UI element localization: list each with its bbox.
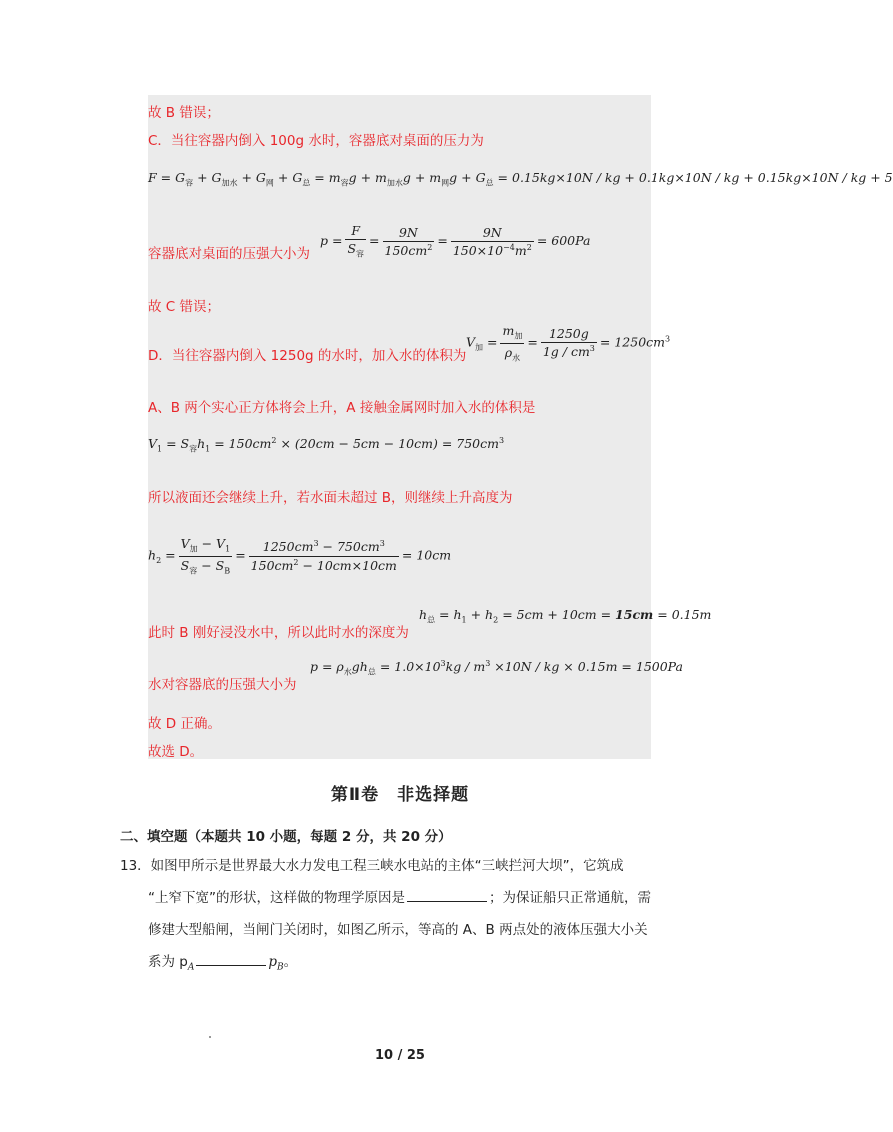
q13-sub-a: A bbox=[187, 962, 195, 973]
stray-dot bbox=[209, 1036, 211, 1038]
c-pressure-label: 容器底对桌面的压强大小为 bbox=[148, 246, 310, 262]
d-depth-label: 此时 B 刚好浸没水中，所以此时水的深度为 bbox=[148, 625, 409, 641]
q13-end: 。 bbox=[283, 954, 298, 970]
section-title-right: 非选择题 bbox=[397, 785, 470, 805]
q13-blank-1[interactable] bbox=[407, 889, 487, 902]
d-v1-equation: $V_1 = S_容h_1 = 150cm^2 \times (20cm - 5cm - 10cm) = 750cm^3$ bbox=[148, 436, 505, 454]
q13-line-2a: “上窄下宽”的形状，这样做的物理学原因是 bbox=[148, 890, 405, 906]
d-h2-equation: $h_2$ = $\frac{V_加 - V_1}{S_容 - S_B}$ = $\frac{1250cm^3 - 750cm^3}{150cm^2 - 10cm\times 10cm}$ = 10cm bbox=[148, 536, 452, 575]
c-force-equation: $F = G_容 + G_{加水} + G_网 + G_总 = m_容g + m_{加水}g + m_网g + G_总 = 0.15kg\times 10N$ / kg + 0.1kg×10N / kg + 0.15kg×10N / kg + 5 bbox=[148, 170, 893, 188]
q13-blank-2[interactable] bbox=[196, 953, 266, 966]
section-title-left: 第Ⅱ卷 bbox=[330, 785, 380, 805]
c-intro-text: C．当往容器内倒入 100g 水时，容器底对桌面的压力为 bbox=[148, 133, 484, 149]
fill-in-heading: 二、填空题（本题共 10 小题，每题 2 分，共 20 分） bbox=[120, 829, 452, 845]
d-depth-equation: $h_总 = h_1 + h_2 = 5cm + 10cm = 15cm = 0.15m$ bbox=[419, 607, 712, 625]
q13-line-4b: p bbox=[268, 954, 278, 970]
d-intro-text: D．当往容器内倒入 1250g 的水时，加入水的体积为 bbox=[148, 348, 467, 364]
q13-line-4 bbox=[148, 950, 297, 973]
b-wrong-text: 故 B 错误； bbox=[148, 105, 220, 121]
d-pressure-equation: $p = \rho_水gh_总 = 1.0\times 10^3kg / m^3 \times 10N$ / kg × 0.15m = 1500Pa bbox=[310, 659, 683, 677]
q13-line-2b: ；为保证船只正常通航，需 bbox=[489, 890, 651, 906]
d-rise-text: A、B 两个实心正方体将会上升，A 接触金属网时加入水的体积是 bbox=[148, 400, 536, 416]
c-pressure-equation: p = $\frac{F}{S_容}$ = $\frac{9N}{150cm^2}$ = $\frac{9N}{150\times 10^{-4}m^2}$ = 600Pa bbox=[320, 223, 591, 259]
q13-line-3: 修建大型船闸，当闸门关闭时，如图乙所示，等高的 A、B 两点处的液体压强大小关 bbox=[148, 922, 648, 938]
final-choice-text: 故选 D。 bbox=[148, 744, 204, 760]
q13-line-2 bbox=[148, 886, 651, 906]
d-volume-equation: $V_加$ = $\frac{m_加}{\rho_水}$ = $\frac{1250g}{1g / cm^3}$ = $1250cm^3$ bbox=[466, 323, 671, 362]
q13-sub-b: B bbox=[277, 962, 284, 973]
c-wrong-text: 故 C 错误； bbox=[148, 299, 221, 315]
d-correct-text: 故 D 正确。 bbox=[148, 716, 221, 732]
q13-line-1: 13．如图甲所示是世界最大水力发电工程三峡水电站的主体“三峡拦河大坝”，它筑成 bbox=[120, 858, 624, 874]
d-continue-text: 所以液面还会继续上升，若水面未超过 B，则继续上升高度为 bbox=[148, 490, 513, 506]
section-title bbox=[0, 780, 800, 805]
d-pressure-label: 水对容器底的压强大小为 bbox=[148, 677, 297, 693]
page-number: 10 / 25 bbox=[375, 1048, 425, 1063]
q13-line-4a: 系为 p bbox=[148, 954, 188, 970]
answer-explanation-box bbox=[148, 95, 893, 760]
